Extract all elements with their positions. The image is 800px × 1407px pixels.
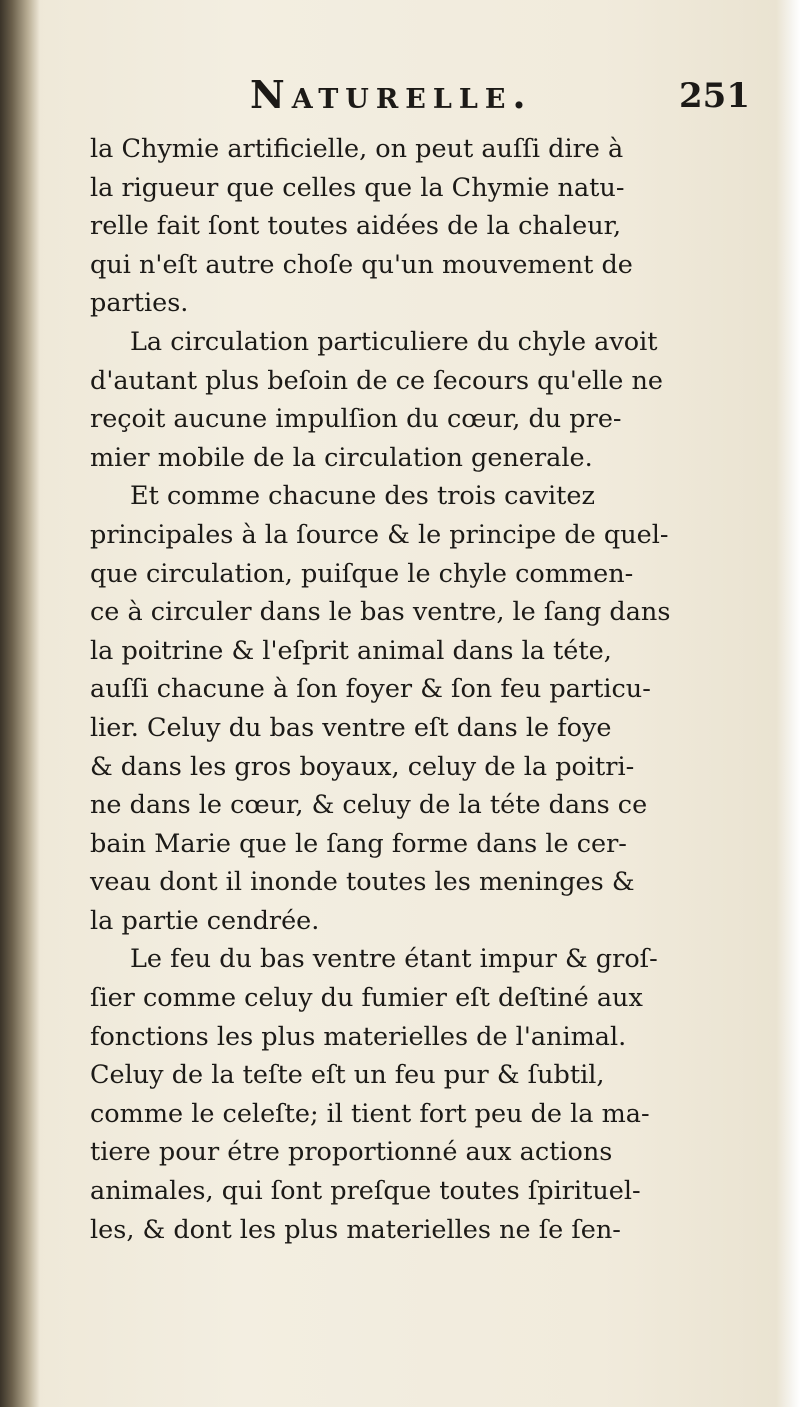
text-line: la Chymie artificielle, on peut auſſi dire à: [90, 134, 624, 164]
text-line: les, & dont les plus materielles ne ſe ſen-: [90, 1214, 621, 1245]
text-line: qui n'eſt autre choſe qu'un mouvement de: [90, 249, 633, 280]
text-line: que circulation, puiſque le chyle commen-: [90, 558, 634, 589]
text-line: bain Marie que le ſang forme dans le cer-: [90, 828, 627, 859]
running-title: Naturelle.: [250, 72, 533, 117]
paragraph-first-line: Et comme chacune des trois cavitez: [130, 481, 595, 512]
text-line: d'autant plus beſoin de ce ſecours qu'elle ne: [90, 365, 664, 396]
paragraph-first-line: La circulation particuliere du chyle avoit: [130, 326, 658, 357]
text-line: tiere pour étre proportionné aux actions: [90, 1137, 613, 1168]
paragraph-first-line: Le feu du bas ventre étant impur & groſ-: [130, 944, 658, 975]
text-line: animales, qui ſont preſque toutes ſpirituel-: [90, 1176, 641, 1207]
text-line: lier. Celuy du bas ventre eſt dans le foye: [90, 712, 612, 743]
text-line: comme le celeſte; il tient fort peu de la ma-: [90, 1098, 650, 1129]
text-line: ſier comme celuy du fumier eſt deſtiné aux: [90, 983, 643, 1014]
text-line: la poitrine & l'eſprit animal dans la téte,: [90, 635, 612, 666]
text-line: principales à la ſource & le principe de quel-: [90, 519, 669, 550]
text-line: fonctions les plus materielles de l'animal.: [90, 1021, 627, 1052]
body-text: [90, 130, 740, 1249]
text-line: la partie cendrée.: [90, 905, 320, 936]
text-line: reçoit aucune impulſion du cœur, du pre-: [90, 404, 622, 435]
text-line: relle fait ſont toutes aidées de la chaleur,: [90, 211, 622, 242]
text-line: veau dont il inonde toutes les meninges &: [90, 867, 635, 898]
page-edge: [776, 0, 800, 1407]
text-line: auſſi chacune à ſon foyer & ſon feu particu-: [90, 674, 651, 705]
running-head: [250, 72, 750, 122]
text-line: ce à circuler dans le bas ventre, le ſang dans: [90, 597, 671, 628]
text-line: & dans les gros boyaux, celuy de la poitri-: [90, 751, 635, 782]
binding-gutter: [0, 0, 40, 1407]
page-number: 251: [679, 76, 750, 116]
text-line: ne dans le cœur, & celuy de la téte dans ce: [90, 790, 648, 821]
text-line: la rigueur que celles que la Chymie natu-: [90, 172, 625, 203]
text-line: Celuy de la teſte eſt un feu pur & ſubtil,: [90, 1060, 605, 1091]
text-line: mier mobile de la circulation generale.: [90, 442, 593, 473]
text-line: parties.: [90, 288, 189, 319]
